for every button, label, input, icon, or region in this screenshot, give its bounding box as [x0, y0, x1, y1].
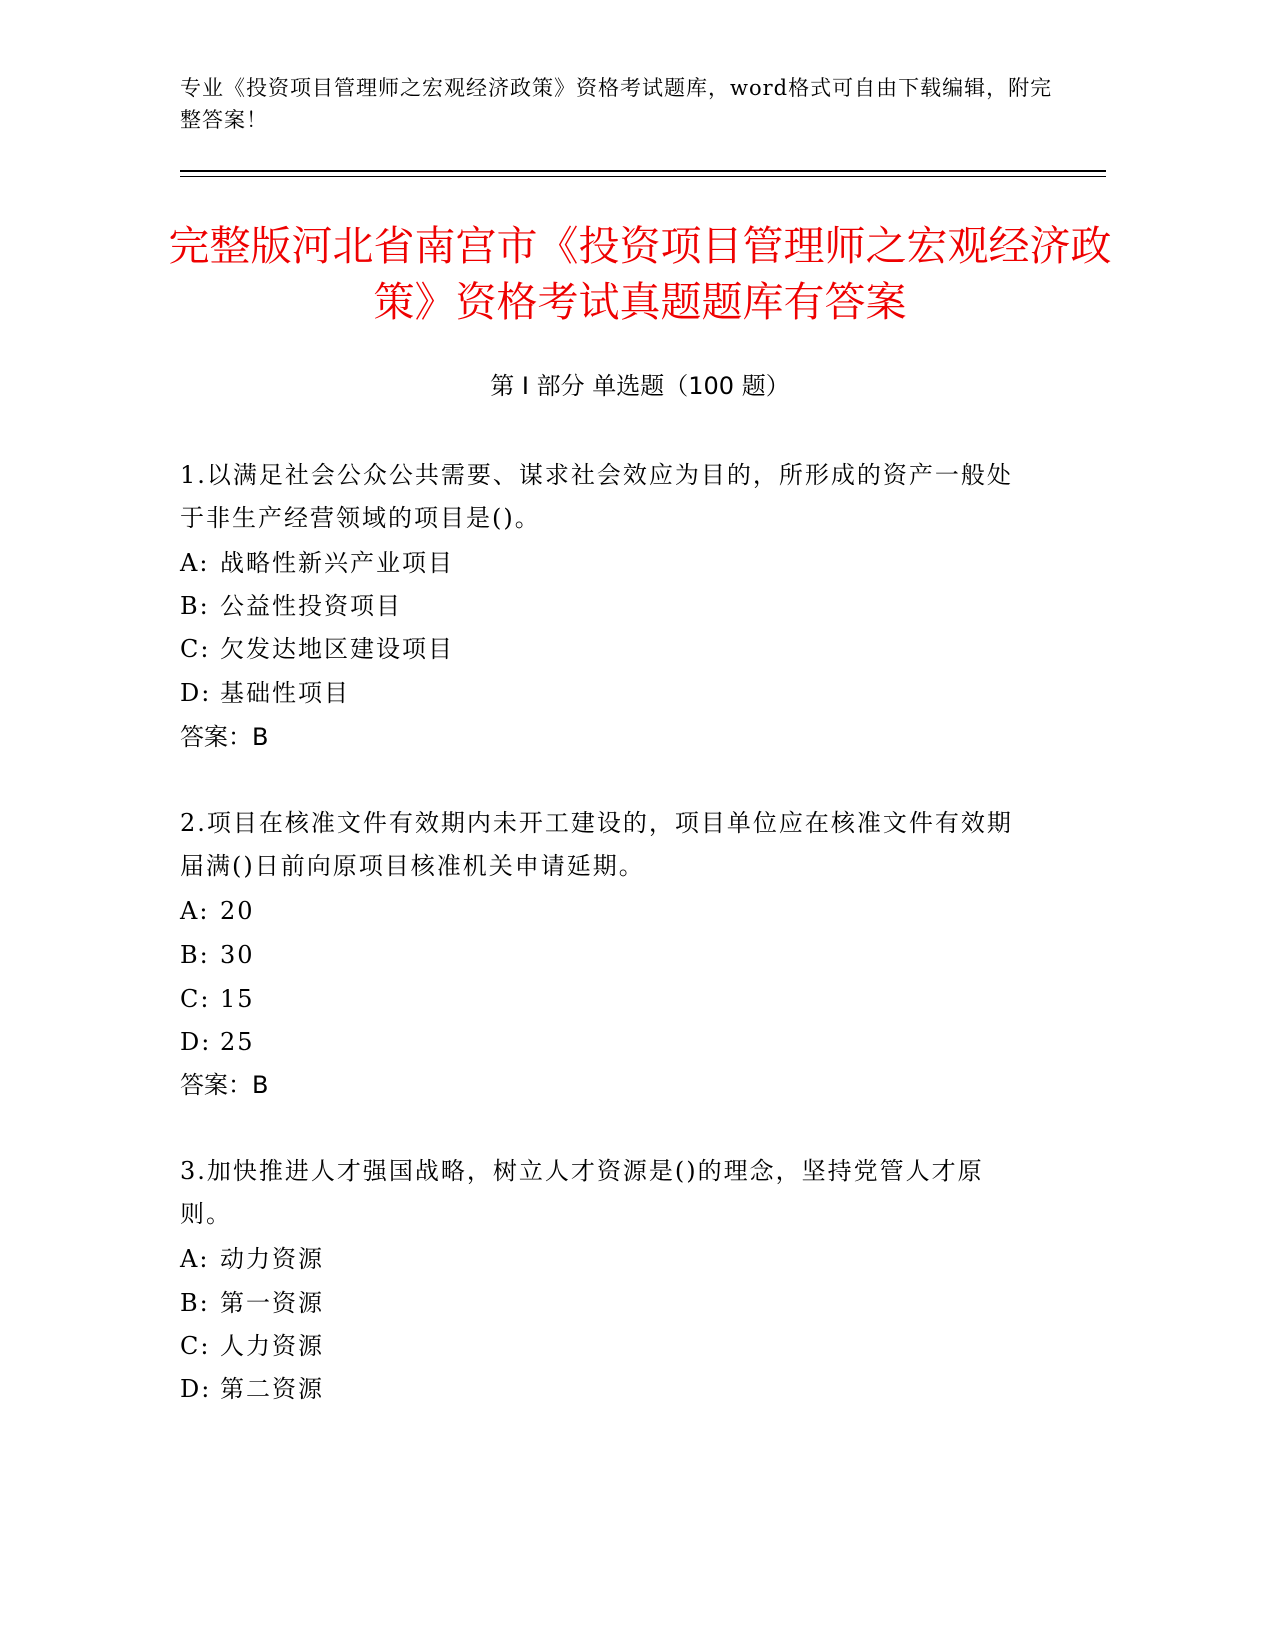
question-1-option-a	[180, 546, 1030, 580]
option-label: B:	[180, 592, 210, 620]
option-text: 人力资源	[220, 1332, 324, 1360]
question-1-option-c	[180, 632, 1030, 666]
question-1-answer: 答案：B	[180, 723, 269, 751]
question-2-option-d	[180, 1025, 1030, 1059]
option-label: B:	[180, 1289, 210, 1317]
question-1-text: 1.以满足社会公众公共需要、谋求社会效应为目的，所形成的资产一般处于非生产经营领域的项目是()。	[180, 461, 1013, 532]
option-text: 第二资源	[220, 1375, 324, 1403]
question-3-text: 3.加快推进人才强国战略，树立人才资源是()的理念，坚持党管人才原则。	[180, 1157, 984, 1228]
option-text: 欠发达地区建设项目	[220, 635, 454, 663]
option-text: 公益性投资项目	[220, 592, 402, 620]
option-label: A:	[180, 1245, 210, 1273]
option-text: 战略性新兴产业项目	[220, 549, 454, 577]
option-label: C:	[180, 985, 211, 1013]
question-3-option-d	[180, 1372, 1030, 1406]
option-label: A:	[180, 549, 210, 577]
question-2-option-c	[180, 982, 1030, 1016]
option-text: 25	[220, 1028, 255, 1056]
option-label: D:	[180, 1028, 212, 1056]
option-text: 20	[220, 897, 255, 925]
question-2-answer: 答案：B	[180, 1071, 269, 1099]
option-label: C:	[180, 1332, 211, 1360]
option-label: D:	[180, 679, 212, 707]
document-title: 完整版河北省南宫市《投资项目管理师之宏观经济政策》资格考试真题题库有答案	[168, 222, 1112, 326]
header-rule-thick	[180, 170, 1106, 172]
section-heading: 第 I 部分 单选题（100 题）	[490, 372, 790, 400]
question-2-option-a	[180, 894, 1030, 928]
question-2-text: 2.项目在核准文件有效期内未开工建设的，项目单位应在核准文件有效期届满()日前向原项目核准机关申请延期。	[180, 809, 1013, 880]
question-3-option-a	[180, 1242, 1030, 1276]
option-label: C:	[180, 635, 211, 663]
question-1-option-b	[180, 589, 1030, 623]
option-label: A:	[180, 897, 210, 925]
option-text: 动力资源	[220, 1245, 324, 1273]
question-3-option-c	[180, 1329, 1030, 1363]
question-3-option-b	[180, 1286, 1030, 1320]
option-text: 基础性项目	[220, 679, 350, 707]
header-note: 专业《投资项目管理师之宏观经济政策》资格考试题库，word格式可自由下载编辑，附完整答案！	[180, 76, 1053, 132]
option-text: 第一资源	[220, 1289, 324, 1317]
question-1-option-d	[180, 676, 1030, 710]
question-2-option-b	[180, 938, 1030, 972]
option-text: 15	[220, 985, 255, 1013]
header-rule-thin	[180, 176, 1106, 177]
option-label: B:	[180, 941, 210, 969]
option-label: D:	[180, 1375, 212, 1403]
option-text: 30	[220, 941, 255, 969]
